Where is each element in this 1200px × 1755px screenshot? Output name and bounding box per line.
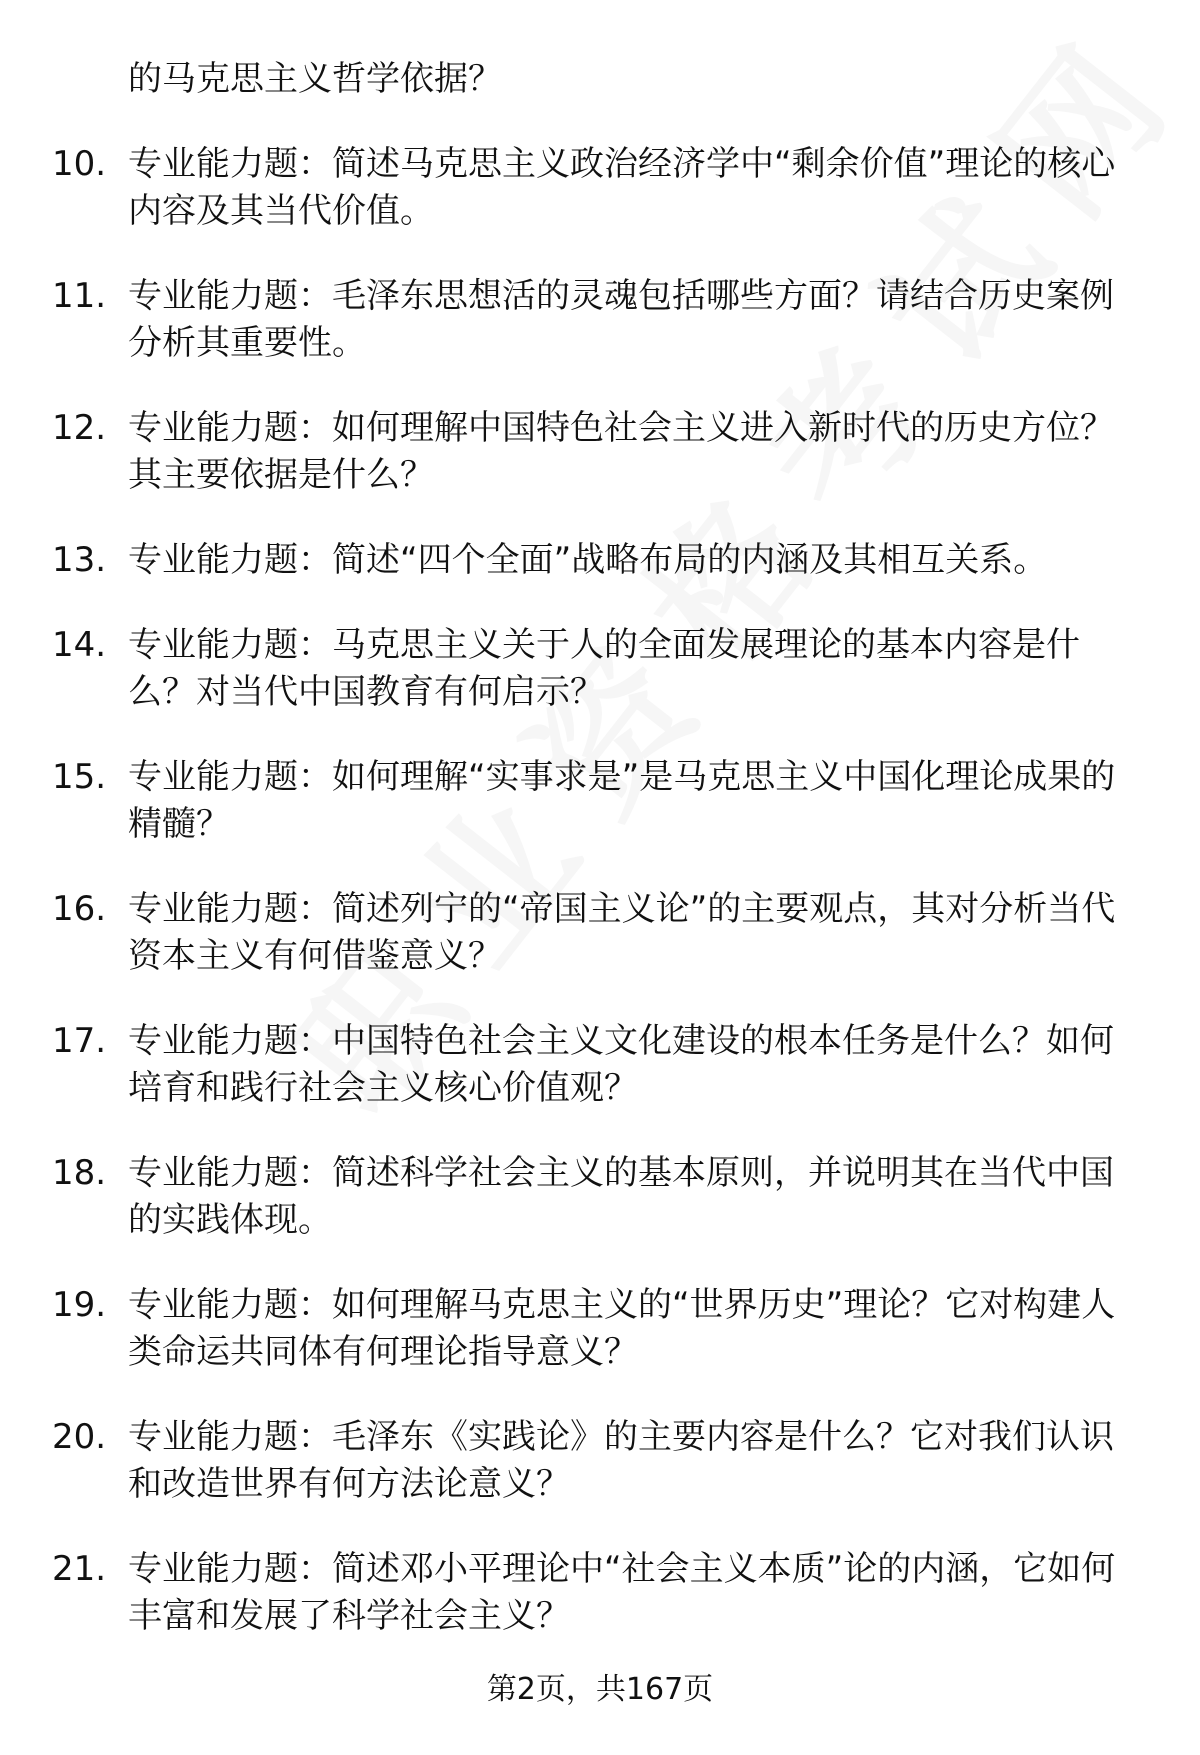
continuation-text: 的马克思主义哲学依据？ bbox=[128, 59, 502, 99]
question-number: 16. bbox=[52, 889, 107, 929]
question-number: 11. bbox=[52, 276, 107, 316]
question-item bbox=[0, 754, 1138, 848]
question-item bbox=[0, 537, 1138, 584]
question-text: 专业能力题：简述列宁的“帝国主义论”的主要观点，其对分析当代资本主义有何借鉴意义？ bbox=[128, 889, 1116, 976]
question-text: 专业能力题：如何理解马克思主义的“世界历史”理论？它对构建人类命运共同体有何理论指导意义？ bbox=[128, 1285, 1116, 1372]
question-number: 10. bbox=[52, 144, 107, 184]
question-number: 15. bbox=[52, 757, 107, 797]
question-content bbox=[0, 56, 1200, 1678]
question-number: 19. bbox=[52, 1285, 107, 1325]
question-text: 专业能力题：毛泽东思想活的灵魂包括哪些方面？请结合历史案例分析其重要性。 bbox=[128, 276, 1114, 363]
question-list bbox=[0, 141, 1200, 1640]
question-text: 专业能力题：中国特色社会主义文化建设的根本任务是什么？如何培育和践行社会主义核心价值观？ bbox=[128, 1021, 1114, 1108]
question-item bbox=[0, 886, 1138, 980]
question-text: 专业能力题：简述邓小平理论中“社会主义本质”论的内涵，它如何丰富和发展了科学社会主义？ bbox=[128, 1549, 1116, 1636]
question-text: 专业能力题：简述“四个全面”战略布局的内涵及其相互关系。 bbox=[128, 540, 1048, 580]
question-number: 12. bbox=[52, 408, 107, 448]
question-number: 17. bbox=[52, 1021, 107, 1061]
question-item bbox=[0, 273, 1138, 367]
question-text: 专业能力题：如何理解“实事求是”是马克思主义中国化理论成果的精髓？ bbox=[128, 757, 1116, 844]
question-item bbox=[0, 1018, 1138, 1112]
question-number: 21. bbox=[52, 1549, 107, 1589]
question-item bbox=[0, 622, 1138, 716]
question-item bbox=[0, 1546, 1138, 1640]
question-item bbox=[0, 1414, 1138, 1508]
question-text: 专业能力题：毛泽东《实践论》的主要内容是什么？它对我们认识和改造世界有何方法论意义？ bbox=[128, 1417, 1114, 1504]
question-number: 13. bbox=[52, 540, 107, 580]
page-footer bbox=[0, 1670, 1200, 1710]
question-number: 20. bbox=[52, 1417, 107, 1457]
question-item bbox=[0, 1150, 1138, 1244]
question-text: 专业能力题：如何理解中国特色社会主义进入新时代的历史方位？其主要依据是什么？ bbox=[128, 408, 1114, 495]
question-item bbox=[0, 1282, 1138, 1376]
page-number-label: 第2页，共167页 bbox=[486, 1672, 714, 1707]
question-item bbox=[0, 141, 1138, 235]
question-number: 18. bbox=[52, 1153, 107, 1193]
question-text: 专业能力题：简述科学社会主义的基本原则，并说明其在当代中国的实践体现。 bbox=[128, 1153, 1114, 1240]
question-text: 专业能力题：简述马克思主义政治经济学中“剩余价值”理论的核心内容及其当代价值。 bbox=[128, 144, 1116, 231]
question-item bbox=[0, 405, 1138, 499]
question-text: 专业能力题：马克思主义关于人的全面发展理论的基本内容是什么？对当代中国教育有何启示？ bbox=[128, 625, 1080, 712]
question-number: 14. bbox=[52, 625, 107, 665]
